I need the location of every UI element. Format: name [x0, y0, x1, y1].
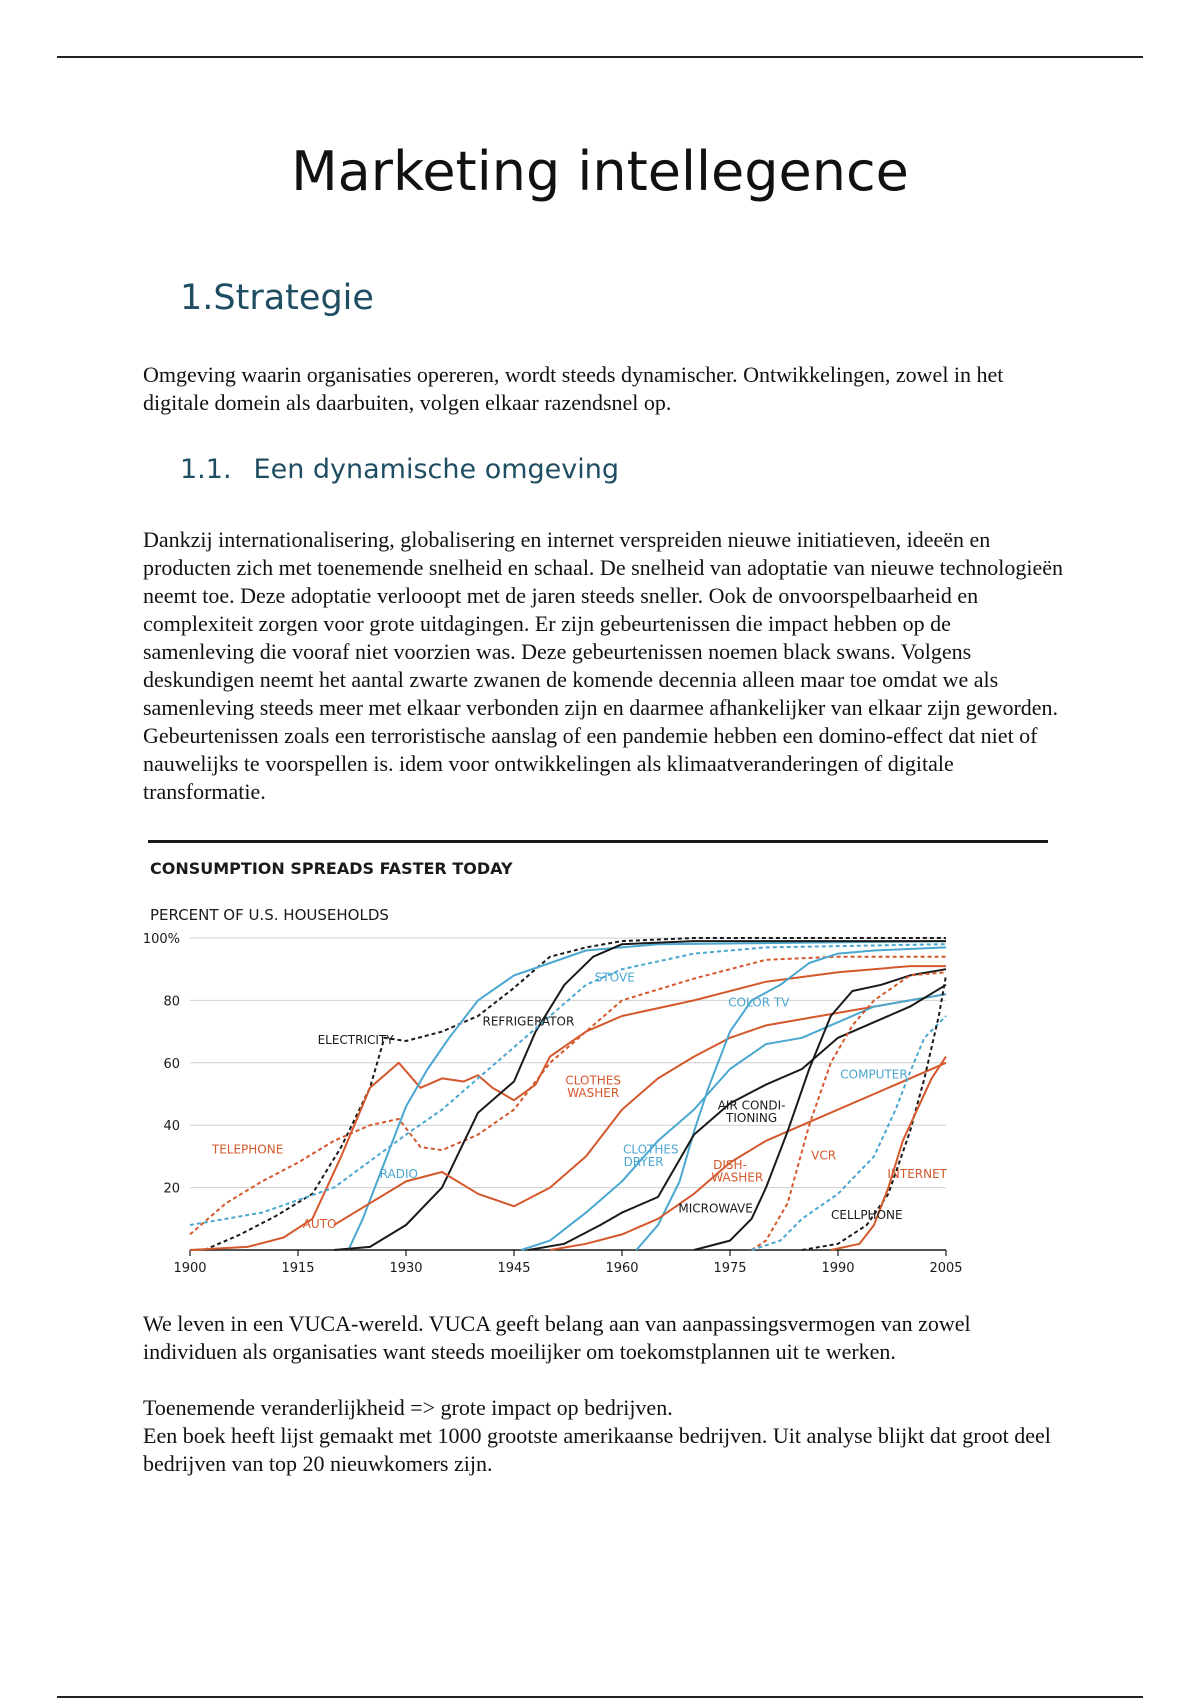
- y-tick-label: 60: [163, 1056, 180, 1072]
- series-line-radio: [348, 941, 946, 1250]
- x-tick-label: 2005: [929, 1261, 963, 1276]
- series-label: MICROWAVE: [678, 1201, 753, 1216]
- series-label: AUTO: [302, 1217, 337, 1232]
- series-label: REFRIGERATOR: [482, 1014, 575, 1029]
- chart-top-rule: [148, 840, 1048, 843]
- top-rule: [57, 56, 1143, 58]
- series-label: TELEPHONE: [211, 1142, 284, 1157]
- series-label: VCR: [811, 1148, 837, 1163]
- x-tick-label: 1900: [173, 1261, 207, 1276]
- series-label: TIONING: [726, 1111, 778, 1126]
- series-label: DISH-: [713, 1157, 747, 1172]
- x-tick-label: 1960: [605, 1261, 639, 1276]
- section-title: Strategie: [213, 278, 374, 318]
- chart-title: CONSUMPTION SPREADS FASTER TODAY: [150, 859, 513, 878]
- series-label: INTERNET: [887, 1167, 948, 1182]
- chart-ylabel: PERCENT OF U.S. HOUSEHOLDS: [150, 906, 389, 924]
- series-label: RADIO: [379, 1167, 418, 1182]
- section-number: 1.: [180, 278, 214, 318]
- series-label: CLOTHES: [565, 1073, 622, 1088]
- series-label: WASHER: [567, 1086, 620, 1101]
- series-label: WASHER: [711, 1170, 764, 1185]
- series-line-clothes-washer: [334, 994, 946, 1225]
- x-tick-label: 1930: [389, 1261, 423, 1276]
- chart-ticks: [143, 932, 963, 1276]
- x-tick-label: 1990: [821, 1261, 855, 1276]
- series-label: STOVE: [594, 970, 635, 985]
- subsection-title: Een dynamische omgeving: [253, 454, 619, 485]
- bottom-rule: [57, 1696, 1143, 1698]
- adoption-chart: [143, 840, 1063, 1280]
- x-tick-label: 1945: [497, 1261, 531, 1276]
- x-tick-label: 1975: [713, 1261, 747, 1276]
- book-paragraph: Een boek heeft lijst gemaakt met 1000 grootste amerikaanse bedrijven. Uit analyse blijkt dat groot deel bedrijven van top 20 nieuwkomers zijn.: [143, 1423, 1051, 1476]
- series-label: AIR CONDI-: [717, 1098, 786, 1113]
- x-tick-label: 1915: [281, 1261, 315, 1276]
- series-label: COMPUTER: [840, 1067, 908, 1082]
- document-title: Marketing intellegence: [291, 140, 909, 203]
- intro-paragraph: Omgeving waarin organisaties opereren, wordt steeds dynamischer. Ontwikkelingen, zowel in het digitale domein als daarbuiten, volgen elkaar razendsnel op.: [143, 362, 1004, 415]
- series-label: CELLPHONE: [830, 1207, 903, 1222]
- y-tick-label: 80: [163, 994, 180, 1010]
- y-tick-label: 100%: [143, 932, 180, 947]
- subsection-heading: [180, 454, 619, 485]
- series-label: ELECTRICITY: [317, 1033, 394, 1048]
- vuca-paragraph: We leven in een VUCA-wereld. VUCA geeft belang aan van aanpassingsvermogen van zowel individuen als organisaties want steeds moeilijker om toekomstplannen uit te werken.: [143, 1311, 971, 1364]
- subsection-number: 1.1.: [180, 454, 232, 485]
- y-tick-label: 40: [163, 1119, 180, 1135]
- series-label: COLOR TV: [728, 995, 790, 1010]
- series-label: CLOTHES: [622, 1142, 679, 1157]
- section-heading: [180, 278, 374, 318]
- series-label: DRYER: [623, 1154, 664, 1169]
- body-paragraph: Dankzij internationalisering, globalisering en internet verspreiden nieuwe initiatieven, ideeën en producten zich met toenemende snelheid en schaal. De snelheid van adoptatie van nieuwe technologieën neemt toe. Deze adoptatie verlooopt met de jaren steeds sneller. Ook de onvoorspelbaarheid en complexiteit zorgen voor grote uitdagingen. Er zijn gebeurtenissen die impact hebben op de samenleving die vooraf niet voorzien was. Deze gebeurtenissen noemen black swans. Volgens deskundigen neemt het aantal zwarte zwanen de komende decennia alleen maar toe omdat we als samenleving steeds meer met elkaar verbonden zijn en daarmee afhankelijker van elkaar zijn geworden. Gebeurtenissen zoals een terroristische aanslag of een pandemie hebben een domino-effect dat niet of nauwelijks te voorspellen is. idem voor ontwikkelingen als klimaatveranderingen of digitale transformatie.: [143, 527, 1063, 804]
- series-line-refrigerator: [334, 941, 946, 1250]
- y-tick-label: 20: [163, 1181, 180, 1197]
- impact-line: Toenemende veranderlijkheid => grote impact op bedrijven.: [143, 1395, 673, 1420]
